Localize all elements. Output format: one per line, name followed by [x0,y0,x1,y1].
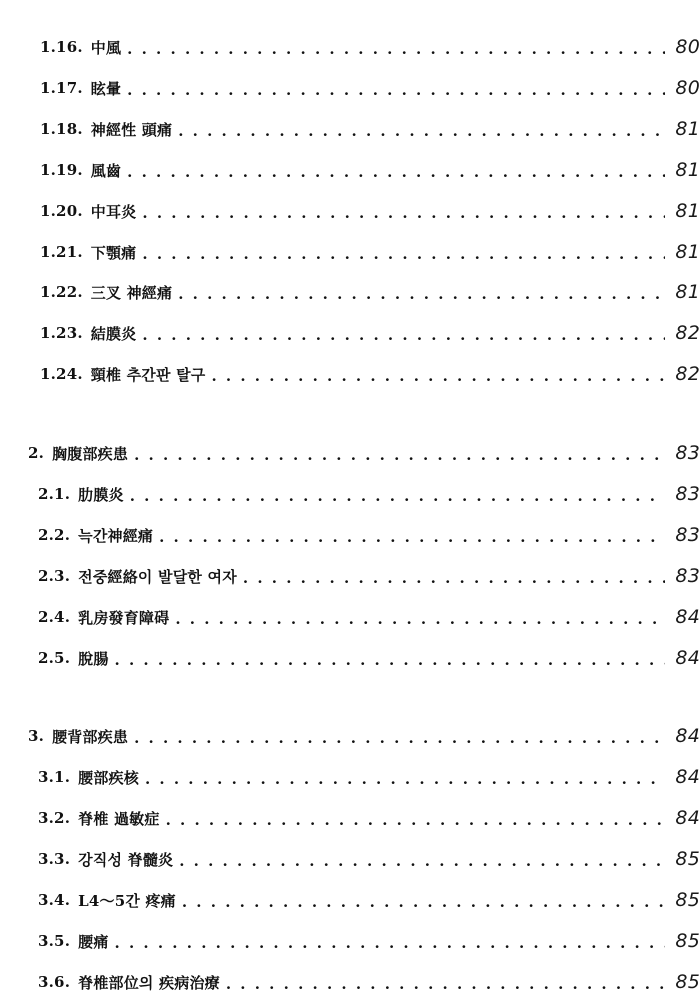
entry-title: 三叉 神經痛 [90,283,173,302]
toc-section-heading [0,441,700,465]
entry-page-number: 81 [675,159,700,181]
dot-leader [115,934,666,952]
toc-entry [0,280,700,304]
toc-entry [0,765,700,789]
entry-title: 脊椎 過敏症 [78,809,160,828]
entry-page-number: 80 [675,77,700,99]
entry-page-number: 84 [675,606,700,628]
entry-page-number: 84 [675,807,700,829]
entry-title: 中耳炎 [90,202,137,221]
entry-number: 1.22. [40,283,83,301]
entry-title: 風齒 [90,161,122,180]
dot-leader [127,81,665,99]
entry-title: 中風 [90,38,122,57]
toc-entry [0,158,700,182]
section-title: 胸腹部疾患 [52,444,129,463]
entry-number: 3.4. [38,891,71,909]
dot-leader [127,40,665,58]
entry-number: 1.18. [40,120,83,138]
entry-number: 2.1. [38,485,71,503]
entry-page-number: 85 [675,971,700,993]
entry-title: 腰部疾核 [78,768,139,787]
section-page-number: 83 [675,442,700,464]
entry-title: 전중經絡이 발달한 여자 [78,567,237,586]
dot-leader [130,487,666,505]
dot-leader [134,729,665,747]
dot-leader [134,446,665,464]
entry-page-number: 81 [675,281,700,303]
toc-section-heading [0,724,700,748]
entry-title: 肋膜炎 [78,485,124,504]
entry-title: L4～5간 疼痛 [78,891,176,910]
entry-number: 1.17. [40,79,83,97]
entry-title: 眩暈 [90,79,122,98]
entry-page-number: 85 [675,930,700,952]
entry-title: 結膜炎 [90,324,137,343]
dot-leader [175,610,665,628]
dot-leader [243,569,666,587]
entry-page-number: 84 [675,647,700,669]
toc-entry [0,76,700,100]
dot-leader [115,651,666,669]
dot-leader [159,528,665,546]
section-page-number: 84 [675,725,700,747]
entry-number: 1.20. [40,202,83,220]
entry-number: 3.3. [38,850,71,868]
toc-entry [0,482,700,506]
entry-title: 腰痛 [78,932,109,951]
entry-page-number: 82 [675,363,700,385]
dot-leader [178,122,665,140]
dot-leader [178,285,665,303]
toc-entry [0,970,700,994]
entry-number: 3.2. [38,809,71,827]
dot-leader [211,367,665,385]
entry-title: 下顎痛 [90,243,137,262]
entry-page-number: 85 [675,889,700,911]
dot-leader [145,770,665,788]
entry-number: 3.5. [38,932,71,950]
entry-number: 2.4. [38,608,71,626]
entry-number: 2.5. [38,649,71,667]
toc-entry [0,806,700,830]
toc-entry [0,240,700,264]
entry-number: 1.23. [40,324,83,342]
toc-entry [0,929,700,953]
toc-entry [0,117,700,141]
entry-page-number: 85 [675,848,700,870]
entry-number: 2.2. [38,526,71,544]
entry-title: 乳房發育障碍 [78,608,170,627]
entry-number: 3.6. [38,973,71,991]
dot-leader [166,811,666,829]
toc-entry [0,199,700,223]
entry-page-number: 81 [675,200,700,222]
entry-page-number: 84 [675,766,700,788]
entry-number: 1.16. [40,38,83,56]
dot-leader [182,893,666,911]
toc-entry [0,35,700,59]
entry-page-number: 81 [675,241,700,263]
entry-page-number: 83 [675,483,700,505]
entry-page-number: 83 [675,565,700,587]
entry-number: 3.1. [38,768,71,786]
entry-title: 神經性 頭痛 [90,120,173,139]
entry-number: 1.21. [40,243,83,261]
entry-title: 頸椎 추간판 탈구 [90,365,206,384]
dot-leader [142,245,665,263]
toc-entry [0,847,700,871]
entry-title: 脊椎部位의 疾病治療 [78,973,220,992]
dot-leader [142,326,665,344]
entry-number: 1.19. [40,161,83,179]
toc-entry [0,362,700,386]
entry-title: 脫腸 [78,649,109,668]
toc-entry [0,321,700,345]
entry-number: 1.24. [40,365,83,383]
entry-page-number: 82 [675,322,700,344]
entry-title: 늑간神經痛 [78,526,154,545]
entry-title: 강직성 脊髓炎 [78,850,174,869]
dot-leader [142,204,665,222]
entry-page-number: 83 [675,524,700,546]
dot-leader [226,975,666,993]
toc-entry [0,605,700,629]
section-number: 3. [28,727,45,745]
section-number: 2. [28,444,45,462]
entry-page-number: 80 [675,36,700,58]
toc-entry [0,523,700,547]
toc-entry [0,564,700,588]
toc-entry [0,888,700,912]
entry-page-number: 81 [675,118,700,140]
dot-leader [179,852,665,870]
section-title: 腰背部疾患 [52,727,129,746]
toc-entry [0,646,700,670]
entry-number: 2.3. [38,567,71,585]
dot-leader [127,163,665,181]
